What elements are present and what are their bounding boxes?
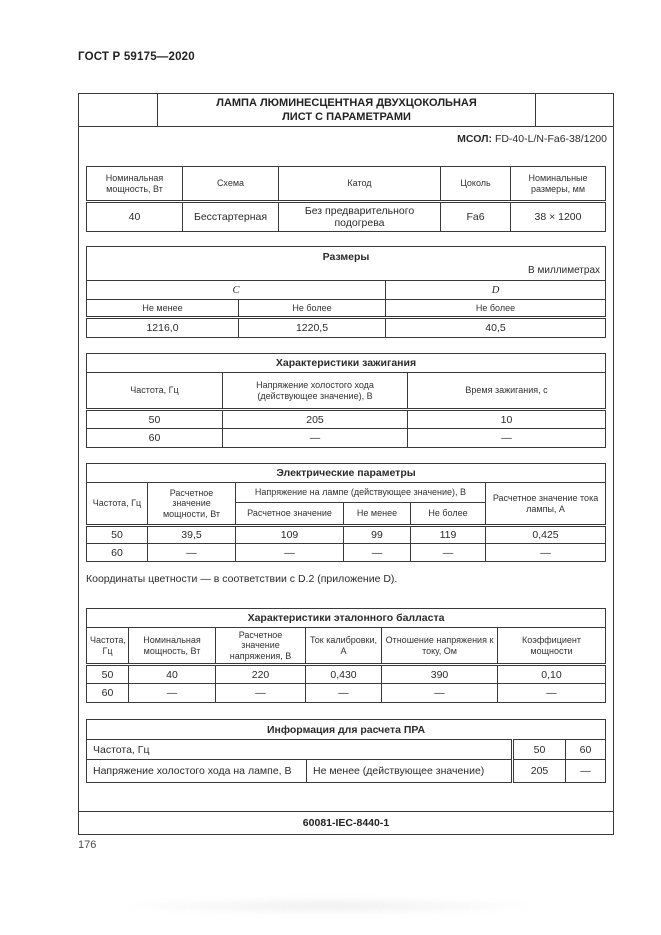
- title-block: [79, 94, 613, 127]
- pra-title-row: [87, 720, 606, 740]
- value-nominal-power: 40: [87, 202, 183, 232]
- dimensions-group-row: [87, 281, 606, 300]
- ignition-row-50hz: [87, 410, 606, 429]
- mcol-value: FD-40-L/N-Fa6-38/1200: [494, 133, 607, 145]
- pra-frequency-50: 50: [513, 740, 566, 760]
- cell: 10: [408, 410, 606, 429]
- cell: 39,5: [148, 526, 236, 544]
- header-voltage-min: Не менее: [344, 503, 411, 526]
- mcol-label: МСОЛ:: [457, 133, 493, 145]
- value-c-max: 1220,5: [239, 318, 386, 338]
- cell: —: [411, 544, 486, 562]
- ignition-title-row: [87, 354, 606, 373]
- header-frequency: Частота, Гц: [87, 628, 129, 665]
- cell: 50: [87, 665, 129, 684]
- dimensions-table: [86, 246, 606, 338]
- general-value-row: [87, 202, 606, 232]
- header-nominal-power: Номинальная мощность, Вт: [87, 167, 183, 202]
- ballast-title-row: [87, 609, 606, 628]
- electrical-row-60hz: [87, 544, 606, 562]
- header-cathode: Катод: [279, 167, 441, 202]
- pra-voltage-50: 205: [513, 760, 566, 783]
- group-header-c: C: [87, 281, 386, 300]
- sheet-footer-code: 60081-IEC-8440-1: [79, 811, 613, 834]
- value-c-min: 1216,0: [87, 318, 239, 338]
- cell: —: [236, 544, 344, 562]
- ballast-row-50hz: [87, 665, 606, 684]
- subheader-d-max: Не более: [386, 300, 606, 318]
- general-parameters-table: [86, 166, 606, 232]
- ignition-title: Характеристики зажигания: [87, 354, 606, 373]
- cell: 109: [236, 526, 344, 544]
- electrical-title: Электрические параметры: [87, 464, 606, 483]
- group-header-d: D: [386, 281, 606, 300]
- cell: —: [306, 684, 382, 703]
- pra-title: Информация для расчета ПРА: [87, 720, 606, 740]
- electrical-row-50hz: [87, 526, 606, 544]
- pra-voltage-row: [87, 760, 606, 783]
- dimensions-title-cell: [87, 247, 606, 281]
- header-open-circuit-voltage: Напряжение холостого хода (действующее значение), В: [223, 373, 408, 410]
- cell: 50: [87, 526, 148, 544]
- header-rated-power: Расчетное значение мощности, Вт: [148, 483, 236, 526]
- cell: 119: [411, 526, 486, 544]
- general-header-row: [87, 167, 606, 202]
- standard-number: ГОСТ Р 59175—2020: [78, 51, 195, 63]
- reference-ballast-table: [86, 608, 606, 703]
- header-voltage-max: Не более: [411, 503, 486, 526]
- electrical-parameters-table: [86, 463, 606, 562]
- cell: —: [129, 684, 216, 703]
- header-ignition-time: Время зажигания, с: [408, 373, 606, 410]
- ballast-row-60hz: [87, 684, 606, 703]
- header-frequency: Частота, Гц: [87, 373, 223, 410]
- cell: —: [148, 544, 236, 562]
- cell: 40: [129, 665, 216, 684]
- pra-voltage-60: —: [566, 760, 606, 783]
- pra-voltage-condition: Не менее (действующее значение): [307, 760, 513, 783]
- cell: —: [216, 684, 306, 703]
- cell: 60: [87, 429, 223, 448]
- header-power-factor: Коэффициент мощности: [498, 628, 606, 665]
- title-block-left-cell: [79, 94, 158, 126]
- cell: 60: [87, 544, 148, 562]
- chromaticity-note: Координаты цветности — в соответствии с D.2 (приложение D).: [86, 573, 398, 585]
- title-block-right-cell: [535, 94, 613, 126]
- cell: 220: [216, 665, 306, 684]
- header-voltage-calc: Расчетное значение: [236, 503, 344, 526]
- dimensions-value-row: [87, 318, 606, 338]
- cell: 0,430: [306, 665, 382, 684]
- value-d-max: 40,5: [386, 318, 606, 338]
- scan-artifact: [120, 897, 540, 915]
- dimensions-units-note: В миллиметрах: [528, 265, 601, 276]
- ignition-characteristics-table: [86, 353, 606, 448]
- subheader-c-min: Не менее: [87, 300, 239, 318]
- cell: 0,10: [498, 665, 606, 684]
- header-rated-voltage: Расчетное значение напряжения, В: [216, 628, 306, 665]
- header-voltage-current-ratio: Отношение напряжения к току, Ом: [382, 628, 498, 665]
- electrical-header-row-1: [87, 483, 606, 503]
- pra-information-table: [86, 719, 606, 783]
- cell: —: [344, 544, 411, 562]
- sheet-title: [158, 94, 535, 126]
- dimensions-title-row: [87, 247, 606, 281]
- value-cathode: Без предварительного подогрева: [279, 202, 441, 232]
- cell: —: [408, 429, 606, 448]
- cell: 0,425: [486, 526, 606, 544]
- header-lamp-voltage-group: Напряжение на лампе (действующее значение), В: [236, 483, 486, 503]
- header-lamp-current: Расчетное значение тока лампы, А: [486, 483, 606, 526]
- sheet-title-line2: ЛИСТ С ПАРАМЕТРАМИ: [282, 111, 411, 123]
- header-frequency: Частота, Гц: [87, 483, 148, 526]
- header-circuit: Схема: [183, 167, 279, 202]
- ballast-header-row: [87, 628, 606, 665]
- cell: 50: [87, 410, 223, 429]
- header-nominal-power: Номинальная мощность, Вт: [129, 628, 216, 665]
- cell: 99: [344, 526, 411, 544]
- electrical-title-row: [87, 464, 606, 483]
- header-calibration-current: Ток калибровки, А: [306, 628, 382, 665]
- parameter-sheet-frame: [78, 93, 614, 835]
- value-cap: Fa6: [441, 202, 511, 232]
- page-number: 176: [78, 839, 97, 851]
- cell: 390: [382, 665, 498, 684]
- sheet-title-line1: ЛАМПА ЛЮМИНЕСЦЕНТНАЯ ДВУХЦОКОЛЬНАЯ: [216, 97, 477, 109]
- value-nominal-dimensions: 38 × 1200: [511, 202, 606, 232]
- pra-frequency-60: 60: [566, 740, 606, 760]
- cell: —: [486, 544, 606, 562]
- dimensions-subheader-row: [87, 300, 606, 318]
- pra-frequency-label: Частота, Гц: [87, 740, 513, 760]
- subheader-c-max: Не более: [239, 300, 386, 318]
- ballast-title: Характеристики эталонного балласта: [87, 609, 606, 628]
- ignition-row-60hz: [87, 429, 606, 448]
- value-circuit: Бесстартерная: [183, 202, 279, 232]
- header-cap: Цоколь: [441, 167, 511, 202]
- cell: —: [382, 684, 498, 703]
- header-nominal-dimensions: Номинальные размеры, мм: [511, 167, 606, 202]
- cell: 205: [223, 410, 408, 429]
- pra-frequency-row: [87, 740, 606, 760]
- mcol-designation: [457, 133, 607, 145]
- cell: 60: [87, 684, 129, 703]
- cell: —: [223, 429, 408, 448]
- pra-voltage-label: Напряжение холостого хода на лампе, В: [87, 760, 307, 783]
- cell: —: [498, 684, 606, 703]
- dimensions-title: Размеры: [322, 251, 370, 263]
- ignition-header-row: [87, 373, 606, 410]
